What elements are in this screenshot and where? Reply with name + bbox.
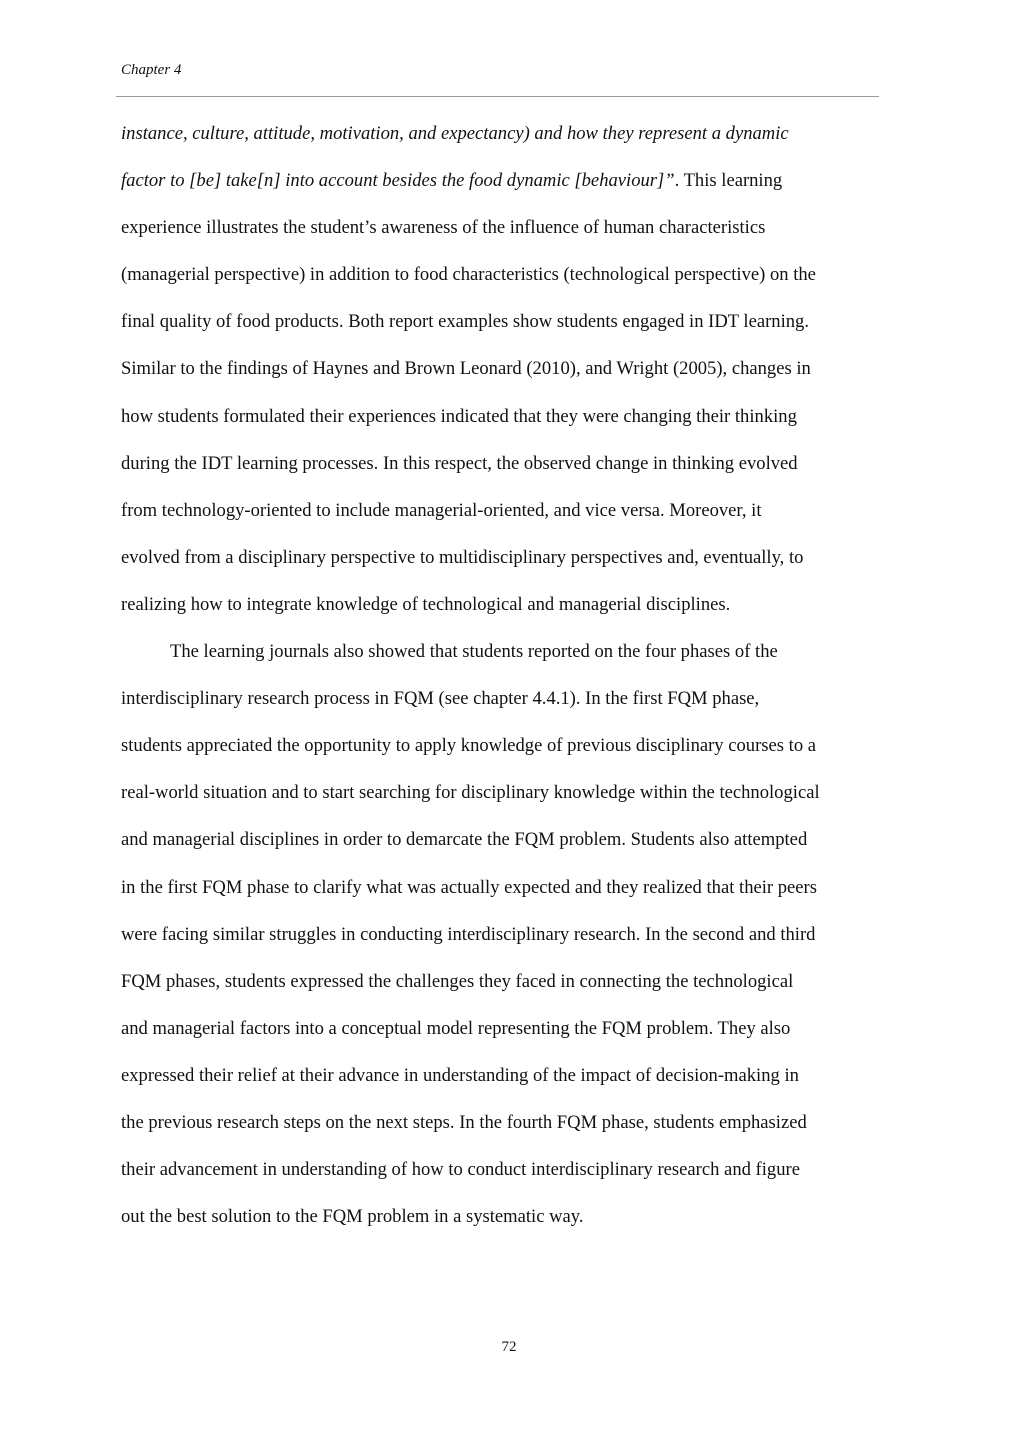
body-line: and managerial disciplines in order to demarcate the FQM problem. Students also attempted — [121, 829, 808, 851]
body-line: interdisciplinary research process in FQM (see chapter 4.4.1). In the first FQM phase, — [121, 688, 760, 710]
body-line: instance, culture, attitude, motivation, and expectancy) and how they represent a dynamic — [121, 123, 789, 144]
body-line: how students formulated their experiences indicated that they were changing their thinking — [121, 405, 797, 427]
quote-fragment: factor to [be] take[n] into account besides the food dynamic [behaviour]” — [121, 170, 675, 192]
body-line: from technology-oriented to include managerial-oriented, and vice versa. Moreover, it — [121, 499, 762, 521]
body-line: evolved from a disciplinary perspective to multidisciplinary perspectives and, eventually, to — [121, 546, 804, 568]
body-line: experience illustrates the student’s awareness of the influence of human characteristics — [121, 217, 766, 239]
body-line: The learning journals also showed that students reported on the four phases of the — [170, 641, 778, 663]
running-header: Chapter 4 — [121, 62, 182, 78]
body-line: and managerial factors into a conceptual model representing the FQM problem. They also — [121, 1017, 791, 1039]
body-line: during the IDT learning processes. In this respect, the observed change in thinking evolved — [121, 452, 798, 474]
header-divider — [116, 96, 879, 97]
body-line: their advancement in understanding of how to conduct interdisciplinary research and figure — [121, 1159, 800, 1181]
body-line: Similar to the findings of Haynes and Brown Leonard (2010), and Wright (2005), changes in — [121, 358, 811, 380]
page-number: 72 — [501, 1339, 517, 1355]
body-line: were facing similar struggles in conducting interdisciplinary research. In the second and third — [121, 923, 816, 945]
body-text — [121, 110, 896, 1240]
body-line: realizing how to integrate knowledge of technological and managerial disciplines. — [121, 593, 731, 615]
body-line — [121, 157, 896, 204]
body-line: in the first FQM phase to clarify what was actually expected and they realized that their peers — [121, 876, 817, 898]
body-line: students appreciated the opportunity to apply knowledge of previous disciplinary courses to a — [121, 735, 817, 757]
body-line: the previous research steps on the next steps. In the fourth FQM phase, students emphasized — [121, 1111, 807, 1133]
body-line: real-world situation and to start searching for disciplinary knowledge within the technological — [121, 782, 820, 804]
body-line: final quality of food products. Both report examples show students engaged in IDT learning. — [121, 311, 809, 333]
body-line: out the best solution to the FQM problem in a systematic way. — [121, 1206, 584, 1228]
paragraph-1 — [121, 110, 896, 628]
body-line: (managerial perspective) in addition to food characteristics (technological perspective) on the — [121, 264, 816, 286]
sentence-fragment: . This learning — [674, 170, 783, 192]
body-line: FQM phases, students expressed the challenges they faced in connecting the technological — [121, 970, 794, 992]
paragraph-2 — [121, 628, 896, 1240]
body-line: expressed their relief at their advance in understanding of the impact of decision-making in — [121, 1064, 799, 1086]
